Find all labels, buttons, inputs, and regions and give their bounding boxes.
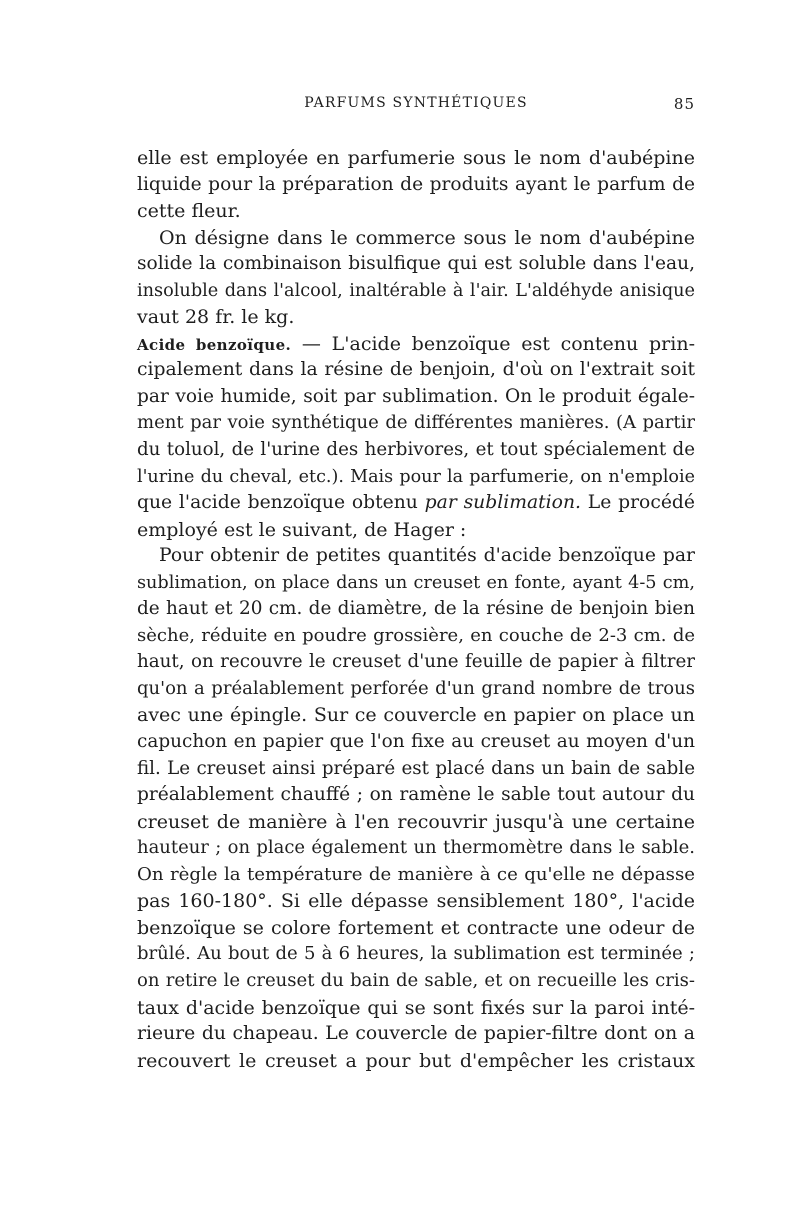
page-header <box>137 95 695 119</box>
running-title: PARFUMS SYNTHÉTIQUES <box>304 95 528 111</box>
text-line: l'urine du cheval, etc.). Mais pour la parfumerie, on n'emploie <box>137 466 695 487</box>
text-line: de haut et 20 cm. de diamètre, de la résine de benjoin bien <box>137 598 695 620</box>
text-line: Pour obtenir de petites quantités d'acide benzoïque par <box>159 545 695 567</box>
section-heading: Acide benzoïque. <box>137 335 292 354</box>
italic-phrase: par sublimation. <box>424 492 581 514</box>
text-line: cette fleur. <box>137 200 241 223</box>
text-line: creuset de manière à l'en recouvrir jusqu'à une certaine <box>137 810 695 833</box>
text-line: cipalement dans la résine de benjoin, d'où on l'extrait soit <box>137 359 695 381</box>
paragraph-acide-benzoique <box>137 331 695 543</box>
text-line: du toluol, de l'urine des herbivores, et tout spécialement de <box>137 439 695 461</box>
paragraph-hager-procedure <box>137 543 695 1074</box>
text-line: haut, on recouvre le creuset d'une feuille de papier à filtrer <box>137 651 695 673</box>
text-line: On désigne dans le commerce sous le nom d'aubépine <box>159 226 695 249</box>
text-line: préalablement chauffé ; on ramène le sable tout autour du <box>137 784 695 806</box>
text-line: On règle la température de manière à ce qu'elle ne dépasse <box>137 863 695 885</box>
text-line: hauteur ; on place également un thermomètre dans le sable. <box>137 837 695 859</box>
text-line: recouvert le creuset a pour but d'empêcher les cristaux <box>137 1049 695 1072</box>
paragraph-aubepine-liquide <box>137 145 695 225</box>
text-span: que l'acide benzoïque obtenu <box>137 492 418 514</box>
text-line: solide la combinaison bisulfique qui est soluble dans l'eau, <box>137 253 695 275</box>
text-line: on retire le creuset du bain de sable, et on recueille les cris- <box>137 969 695 991</box>
body-text <box>137 145 695 1074</box>
text-span: Le procédé <box>587 492 695 514</box>
text-line: avec une épingle. Sur ce couvercle en papier on place un <box>137 704 695 727</box>
text-line: benzoïque se colore fortement et contracte une odeur de <box>137 916 695 939</box>
text-line: liquide pour la préparation de produits ayant le parfum de <box>137 173 695 195</box>
text-line: employé est le suivant, de Hager : <box>137 518 467 541</box>
paragraph-aubepine-solide <box>137 225 695 331</box>
text-line: par voie humide, soit par sublimation. On le produit égale- <box>137 385 695 407</box>
text-line: insoluble dans l'alcool, inaltérable à l'air. L'aldéhyde anisique <box>137 280 695 301</box>
text-line: taux d'acide benzoïque qui se sont fixés sur la paroi inté- <box>137 996 695 1019</box>
page-number: 85 <box>673 95 695 113</box>
text-line: elle est employée en parfumerie sous le nom d'aubépine <box>137 147 695 169</box>
text-line <box>137 331 695 358</box>
text-line: sèche, réduite en poudre grossière, en couche de 2-3 cm. de <box>137 624 695 646</box>
text-line: brûlé. Au bout de 5 à 6 heures, la sublimation est terminée ; <box>137 943 695 965</box>
text-line: pas 160-180°. Si elle dépasse sensiblement 180°, l'acide <box>137 890 695 913</box>
text-line: rieure du chapeau. Le couvercle de papier-filtre dont on a <box>137 1023 695 1045</box>
text-line: fil. Le creuset ainsi préparé est placé dans un bain de sable <box>137 757 695 779</box>
text-line: sublimation, on place dans un creuset en fonte, ayant 4-5 cm, <box>137 572 695 593</box>
text-line: ment par voie synthétique de différentes manières. (A partir <box>137 412 695 434</box>
text-line: vaut 28 fr. le kg. <box>137 306 295 329</box>
text-span: — L'acide benzoïque est contenu prin- <box>301 332 695 355</box>
text-line: capuchon en papier que l'on fixe au creuset au moyen d'un <box>137 731 695 753</box>
text-line <box>137 490 695 517</box>
text-line: qu'on a préalablement perforée d'un grand nombre de trous <box>137 677 695 699</box>
